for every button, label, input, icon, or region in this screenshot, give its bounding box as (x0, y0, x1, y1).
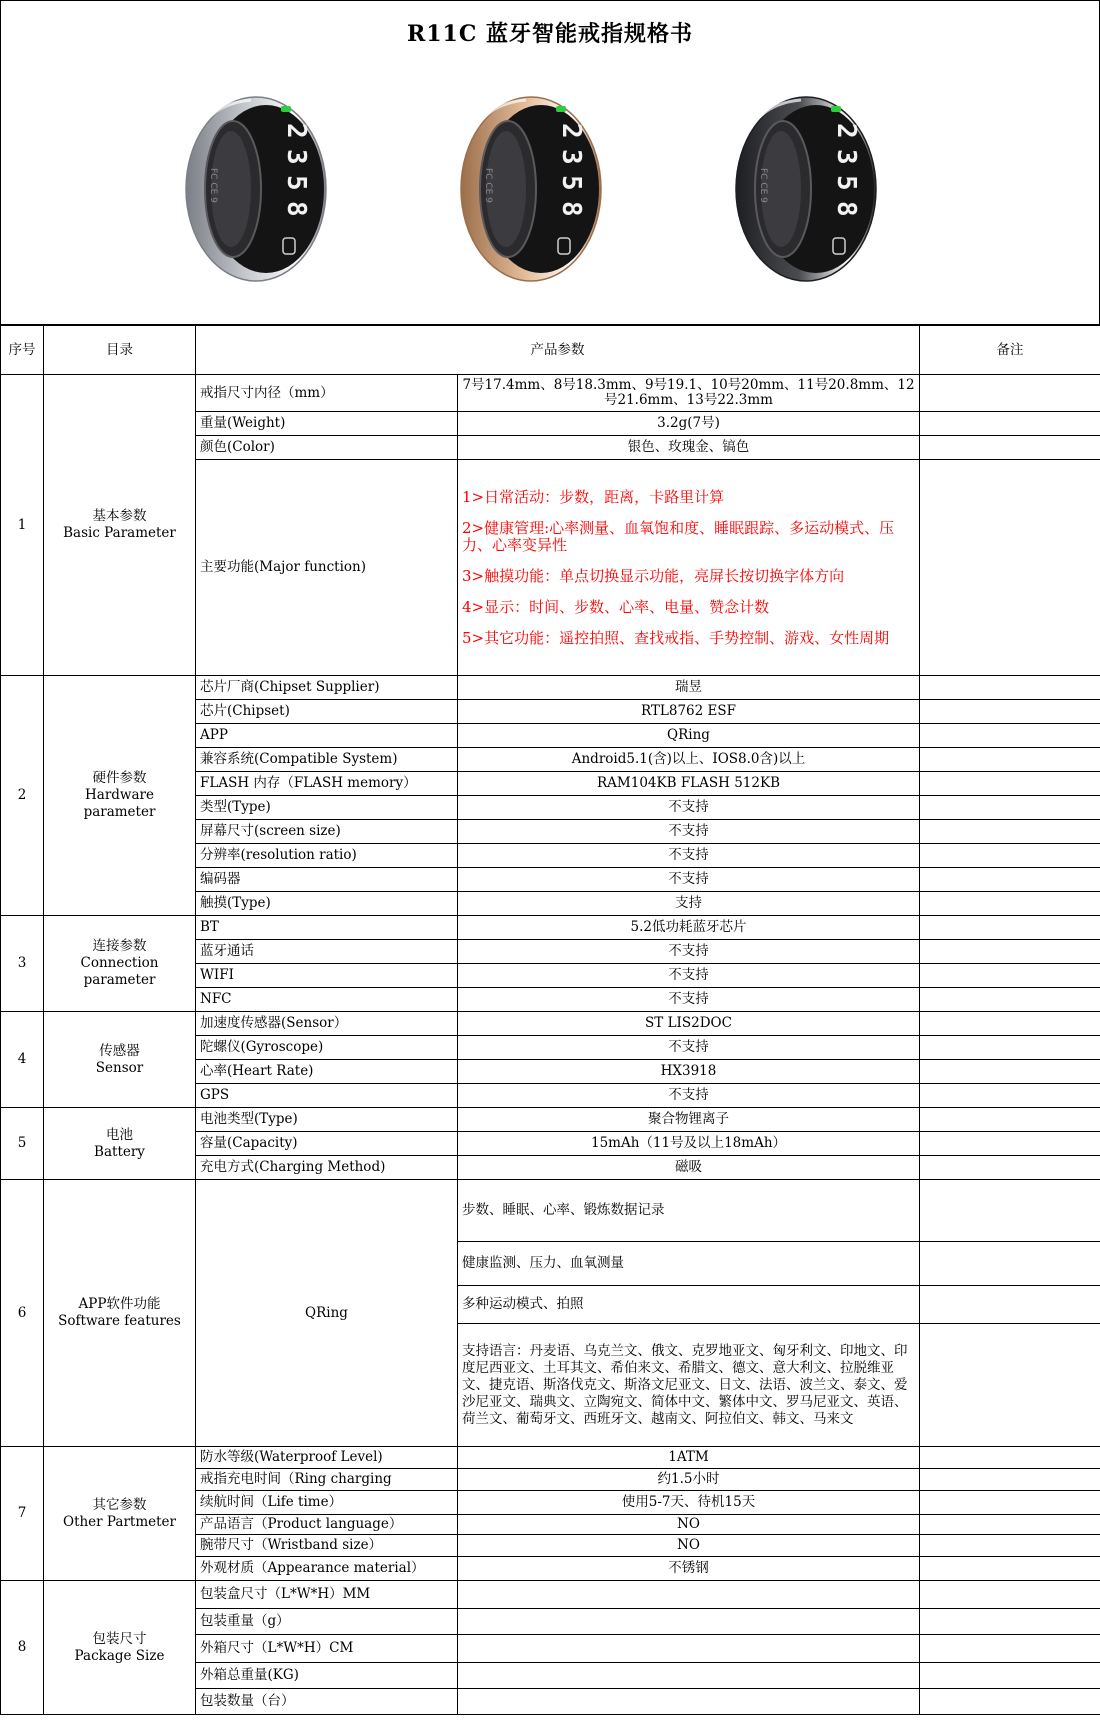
remark-cell (920, 1108, 1100, 1132)
param-label: 兼容系统(Compatible System) (196, 748, 458, 772)
remark-cell (920, 964, 1100, 988)
ring-image-silver (171, 88, 341, 290)
header-remark: 备注 (920, 326, 1100, 375)
param-label: 戒指充电时间（Ring charging (196, 1469, 458, 1491)
remark-cell (920, 1663, 1100, 1689)
svg-text:8: 8 (831, 201, 861, 217)
param-label: 芯片厂商(Chipset Supplier) (196, 676, 458, 700)
param-value: 支持 (458, 892, 920, 916)
section-name-en: Software features (58, 1313, 181, 1329)
param-label: 腕带尺寸（Wristband size） (196, 1535, 458, 1557)
svg-text:5: 5 (281, 175, 311, 191)
param-value: 健康监测、压力、血氧测量 (458, 1242, 920, 1286)
param-label: 分辨率(resolution ratio) (196, 844, 458, 868)
remark-cell (920, 1084, 1100, 1108)
app-name: QRing (196, 1180, 458, 1447)
param-label: 产品语言（Product language） (196, 1515, 458, 1535)
header-params: 产品参数 (196, 326, 920, 375)
param-value: 约1.5小时 (458, 1469, 920, 1491)
section-number: 8 (1, 1581, 44, 1715)
section-number: 6 (1, 1180, 44, 1447)
spec-table (0, 325, 1100, 1715)
header-category: 目录 (44, 326, 196, 375)
param-value (458, 1689, 920, 1715)
remark-cell (920, 724, 1100, 748)
section-name-en: Connection parameter (80, 955, 159, 988)
remark-cell (920, 916, 1100, 940)
major-function-item: 5>其它功能：遥控拍照、查找戒指、手势控制、游戏、女性周期 (462, 628, 890, 647)
param-label: 加速度传感器(Sensor） (196, 1012, 458, 1036)
param-label: 包装盒尺寸（L*W*H）MM (196, 1581, 458, 1609)
param-value (458, 1635, 920, 1663)
major-function-item: 2>健康管理:心率测量、血氧饱和度、睡眠跟踪、多运动模式、压力、心率变异性 (462, 518, 895, 554)
svg-text:FC CE 9: FC CE 9 (758, 168, 768, 203)
param-label: 充电方式(Charging Method) (196, 1156, 458, 1180)
remark-cell (920, 844, 1100, 868)
section-number: 1 (1, 375, 44, 676)
remark-cell (920, 868, 1100, 892)
remark-cell (920, 1535, 1100, 1557)
param-value: NO (458, 1515, 920, 1535)
remark-cell (920, 940, 1100, 964)
remark-cell (920, 772, 1100, 796)
svg-text:3: 3 (831, 149, 861, 165)
param-value: 不锈钢 (458, 1557, 920, 1581)
major-function-item: 4>显示：时间、步数、心率、电量、赞念计数 (462, 597, 770, 616)
param-label: NFC (196, 988, 458, 1012)
section-name-cn: 包装尺寸 (92, 1630, 147, 1647)
param-label: 陀螺仪(Gyroscope) (196, 1036, 458, 1060)
svg-text:5: 5 (556, 175, 586, 191)
param-value (458, 1581, 920, 1609)
param-label: 屏幕尺寸(screen size) (196, 820, 458, 844)
param-label: APP (196, 724, 458, 748)
param-value: 磁吸 (458, 1156, 920, 1180)
param-label: FLASH 内存（FLASH memory） (196, 772, 458, 796)
param-value: 银色、玫瑰金、镐色 (458, 436, 920, 460)
param-value: 3.2g(7号) (458, 412, 920, 436)
svg-text:FC CE 9: FC CE 9 (208, 168, 218, 203)
remark-cell (920, 1242, 1100, 1286)
param-value: Android5.1(含)以上、IOS8.0含)以上 (458, 748, 920, 772)
param-value: 瑞昱 (458, 676, 920, 700)
param-value: 不支持 (458, 868, 920, 892)
document-title: R11C 蓝牙智能戒指规格书 (0, 0, 1100, 64)
param-label: 芯片(Chipset) (196, 700, 458, 724)
param-value (458, 1609, 920, 1635)
spec-row (1, 1447, 1100, 1469)
param-label: 蓝牙通话 (196, 940, 458, 964)
param-value: ST LIS2DOC (458, 1012, 920, 1036)
section-name-cn: 硬件参数 (92, 770, 147, 786)
param-label: 外观材质（Appearance material） (196, 1557, 458, 1581)
param-label: 包装数量（台） (196, 1689, 458, 1715)
section-number: 7 (1, 1447, 44, 1581)
svg-text:8: 8 (281, 201, 311, 217)
major-function-list (458, 460, 920, 676)
section-name-en: Basic Parameter (63, 525, 176, 541)
param-value: 不支持 (458, 1036, 920, 1060)
remark-cell (920, 1060, 1100, 1084)
param-value: RTL8762 ESF (458, 700, 920, 724)
section-category (44, 1180, 196, 1447)
remark-cell (920, 412, 1100, 436)
param-value: 步数、睡眠、心率、锻炼数据记录 (458, 1180, 920, 1242)
section-category (44, 1447, 196, 1581)
remark-cell (920, 1324, 1100, 1447)
section-category (44, 375, 196, 676)
remark-cell (920, 1491, 1100, 1515)
section-number: 2 (1, 676, 44, 916)
param-label: 主要功能(Major function) (196, 460, 458, 676)
section-name-cn: 电池 (106, 1126, 133, 1143)
section-name-cn: 其它参数 (92, 1496, 147, 1513)
remark-cell (920, 1469, 1100, 1491)
param-label: 容量(Capacity) (196, 1132, 458, 1156)
param-label: 戒指尺寸内径（mm） (196, 375, 458, 412)
param-value: 1ATM (458, 1447, 920, 1469)
svg-text:5: 5 (831, 175, 861, 191)
param-value: 5.2低功耗蓝牙芯片 (458, 916, 920, 940)
param-label: BT (196, 916, 458, 940)
section-name-cn: 连接参数 (92, 938, 147, 954)
remark-cell (920, 1689, 1100, 1715)
remark-cell (920, 1132, 1100, 1156)
section-category (44, 1108, 196, 1180)
svg-text:3: 3 (281, 149, 311, 165)
param-label: 电池类型(Type) (196, 1108, 458, 1132)
param-value: 不支持 (458, 988, 920, 1012)
section-number: 3 (1, 916, 44, 1012)
remark-cell (920, 1180, 1100, 1242)
remark-cell (920, 1156, 1100, 1180)
remark-cell (920, 1286, 1100, 1324)
remark-cell (920, 676, 1100, 700)
remark-cell (920, 1581, 1100, 1609)
svg-text:8: 8 (556, 201, 586, 217)
major-function-item: 3>触摸功能：单点切换显示功能，亮屏长按切换字体方向 (462, 566, 845, 585)
param-label: 心率(Heart Rate) (196, 1060, 458, 1084)
param-value: NO (458, 1535, 920, 1557)
ring-image-black (721, 88, 891, 290)
param-label: 续航时间（Life time） (196, 1491, 458, 1515)
svg-text:2: 2 (831, 123, 861, 139)
remark-cell (920, 988, 1100, 1012)
param-value: 多种运动模式、拍照 (458, 1286, 920, 1324)
param-label: 颜色(Color) (196, 436, 458, 460)
remark-cell (920, 460, 1100, 676)
remark-cell (920, 892, 1100, 916)
spec-row (1, 1581, 1100, 1609)
param-label: 触摸(Type) (196, 892, 458, 916)
param-label: 防水等级(Waterproof Level) (196, 1447, 458, 1469)
svg-text:2: 2 (281, 123, 311, 139)
param-value: 不支持 (458, 844, 920, 868)
section-category (44, 916, 196, 1012)
param-label: 类型(Type) (196, 796, 458, 820)
spec-row (1, 1012, 1100, 1036)
param-value: 不支持 (458, 964, 920, 988)
param-label: WIFI (196, 964, 458, 988)
header-row (1, 326, 1100, 375)
spec-row (1, 916, 1100, 940)
param-value: QRing (458, 724, 920, 748)
param-value (458, 1663, 920, 1689)
spec-row (1, 676, 1100, 700)
param-label: 编码器 (196, 868, 458, 892)
section-category (44, 1012, 196, 1108)
remark-cell (920, 375, 1100, 412)
section-number: 5 (1, 1108, 44, 1180)
param-value: 聚合物锂离子 (458, 1108, 920, 1132)
remark-cell (920, 436, 1100, 460)
remark-cell (920, 1012, 1100, 1036)
product-photo-strip (0, 62, 1100, 325)
param-label: 重量(Weight) (196, 412, 458, 436)
header-no: 序号 (1, 326, 44, 375)
section-name-en: Other Partmeter (63, 1513, 176, 1530)
param-value: 不支持 (458, 1084, 920, 1108)
major-function-item: 1>日常活动：步数，距离，卡路里计算 (462, 487, 725, 506)
remark-cell (920, 1635, 1100, 1663)
remark-cell (920, 1609, 1100, 1635)
ring-image-rose-gold (446, 88, 616, 290)
remark-cell (920, 796, 1100, 820)
remark-cell (920, 1557, 1100, 1581)
svg-text:FC CE 9: FC CE 9 (483, 168, 493, 203)
section-category (44, 1581, 196, 1715)
spec-row (1, 1180, 1100, 1242)
section-number: 4 (1, 1012, 44, 1108)
param-value: 7号17.4mm、8号18.3mm、9号19.1、10号20mm、11号20.8mm、12号21.6mm、13号22.3mm (458, 375, 920, 412)
param-value: 不支持 (458, 940, 920, 964)
section-name-en: Sensor (95, 1059, 144, 1076)
section-name-cn: APP软件功能 (78, 1296, 161, 1312)
remark-cell (920, 748, 1100, 772)
remark-cell (920, 1515, 1100, 1535)
section-name-en: Battery (94, 1143, 145, 1160)
section-name-cn: 基本参数 (92, 508, 147, 524)
param-value: 15mAh（11号及以上18mAh） (458, 1132, 920, 1156)
svg-text:3: 3 (556, 149, 586, 165)
remark-cell (920, 820, 1100, 844)
param-label: 外箱尺寸（L*W*H）CM (196, 1635, 458, 1663)
param-label: 包装重量（g） (196, 1609, 458, 1635)
svg-text:2: 2 (556, 123, 586, 139)
section-name-en: Hardware parameter (83, 787, 156, 820)
param-value: 支持语言：丹麦语、乌克兰文、俄文、克罗地亚文、匈牙利文、印地文、印度尼西亚文、土耳其文、希伯来文、希腊文、德文、意大利文、拉脱维亚文、捷克语、斯洛伐克文、斯洛文尼亚文、日文、法语、波兰文、泰文、爱沙尼亚文、瑞典文、立陶宛文、简体中文、繁体中文、罗马尼亚文、英语、荷兰文、葡萄牙文、西班牙文、越南文、阿拉伯文、韩文、马来文 (458, 1324, 920, 1447)
param-value: 不支持 (458, 820, 920, 844)
remark-cell (920, 1447, 1100, 1469)
section-name-cn: 传感器 (99, 1042, 140, 1059)
param-value: 使用5-7天、待机15天 (458, 1491, 920, 1515)
param-label: 外箱总重量(KG) (196, 1663, 458, 1689)
section-category (44, 676, 196, 916)
remark-cell (920, 700, 1100, 724)
section-name-en: Package Size (74, 1647, 165, 1664)
spec-row (1, 1108, 1100, 1132)
param-value: 不支持 (458, 796, 920, 820)
remark-cell (920, 1036, 1100, 1060)
param-value: RAM104KB FLASH 512KB (458, 772, 920, 796)
spec-row (1, 375, 1100, 412)
param-value: HX3918 (458, 1060, 920, 1084)
param-label: GPS (196, 1084, 458, 1108)
